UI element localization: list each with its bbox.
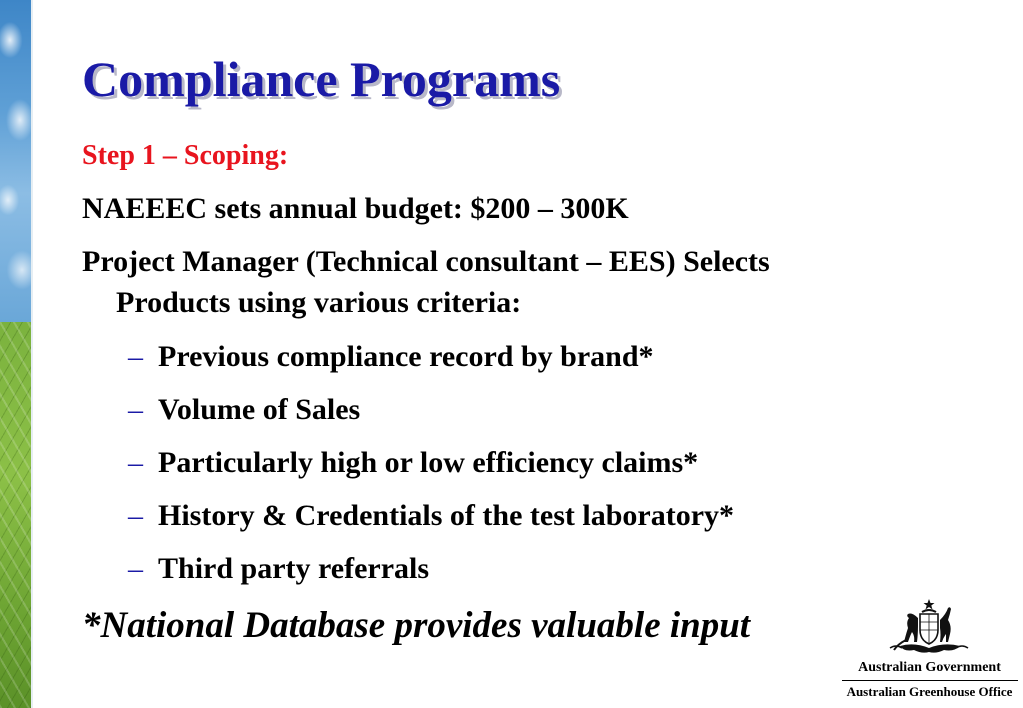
government-logo [836, 592, 1023, 708]
list-item [128, 338, 734, 391]
decorative-side-strip [0, 0, 31, 708]
criteria-text: History & Credentials of the test laboratory* [158, 499, 735, 532]
criteria-text: Particularly high or low efficiency claims* [158, 446, 699, 479]
criteria-text: Third party referrals [158, 552, 430, 585]
government-name: Australian Government [858, 660, 1001, 675]
step-heading: Step 1 – Scoping: [82, 140, 289, 171]
project-manager-statement-continued: Products using various criteria: [116, 286, 522, 319]
sky-image [0, 0, 31, 322]
dash-bullet: – [128, 499, 143, 532]
list-item [128, 444, 734, 497]
criteria-list [128, 338, 734, 603]
budget-statement: NAEEEC sets annual budget: $200 – 300K [82, 192, 629, 225]
criteria-text: Previous compliance record by brand* [158, 340, 654, 373]
logo-divider [842, 680, 1018, 681]
dash-bullet: – [128, 552, 143, 585]
list-item [128, 391, 734, 444]
dash-bullet: – [128, 446, 143, 479]
office-name: Australian Greenhouse Office [846, 684, 1013, 699]
strip-divider [31, 0, 33, 708]
footnote: *National Database provides valuable input [82, 605, 751, 646]
dash-bullet: – [128, 393, 143, 426]
list-item [128, 497, 734, 550]
slide-title: Compliance Programs [82, 51, 561, 107]
criteria-text: Volume of Sales [158, 393, 361, 426]
leaf-image [0, 322, 31, 708]
list-item [128, 550, 734, 603]
coat-of-arms-icon [884, 598, 974, 656]
dash-bullet: – [128, 340, 143, 373]
project-manager-statement: Project Manager (Technical consultant – EES) Selects [82, 245, 770, 278]
